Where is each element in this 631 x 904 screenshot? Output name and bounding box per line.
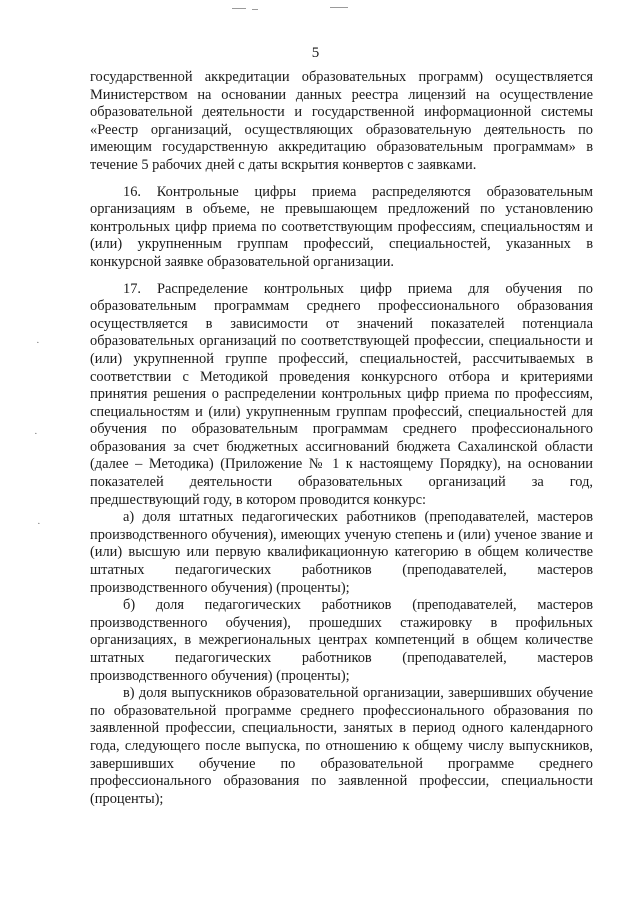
page-number: 5 bbox=[311, 45, 320, 61]
document-body bbox=[90, 69, 593, 808]
scan-artifact bbox=[330, 7, 348, 8]
margin-mark: · bbox=[34, 428, 38, 440]
margin-mark: · bbox=[37, 518, 41, 530]
scan-artifact bbox=[252, 9, 258, 10]
paragraph-17: 17. Распределение контрольных цифр приема для обучения по образовательным программам среднего профессионального образования осуществляется в зависимости от значений показателей потенциала образовательных организаций по соответствующей профессии, специальности и (или) укрупненной группе профессий, специальностей, рассчитываемых в соответствии с Методикой проведения конкурсного отбора и критериями принятия решения о распределении контрольных цифр приема по профессиям, специальностям и (или) укрупненным группам профессий, специальностей для обучения по образовательным программам среднего профессионального образования за счет бюджетных ассигнований бюджета Сахалинской области (далее – Методика) (Приложение № 1 к настоящему Порядку), на основании показателей деятельности образовательных организаций за год, предшествующий году, в котором проводится конкурс: bbox=[90, 280, 593, 508]
scan-artifact bbox=[232, 8, 246, 9]
list-item-v: в) доля выпускников образовательной организации, завершивших обучение по образовательной программе среднего профессионального образования по заявленной профессии, специальности, занятых в период одного календарного года, следующего после выпуска, по отношению к общему числу выпускников, завершивших обучение по образовательной программе среднего профессионального образования по заявленной профессии, специальности (проценты); bbox=[90, 685, 593, 807]
paragraph-16: 16. Контрольные цифры приема распределяются образовательным организациям в объеме, не превышающем предложений по установлению контрольных цифр приема по соответствующим профессиям, специальностям и (или) укрупненным группам профессий, специальностей, указанных в конкурсной заявке образовательной организации. bbox=[90, 183, 593, 270]
list-item-b: б) доля педагогических работников (преподавателей, мастеров производственного обучения), прошедших стажировку в профильных организациях, в межрегиональных центрах компетенций в общем количестве штатных педагогических работников (преподавателей, мастеров производственного обучения) (проценты); bbox=[90, 597, 593, 684]
margin-mark: · bbox=[36, 337, 40, 349]
paragraph-continuation: государственной аккредитации образовательных программ) осуществляется Министерством на основании данных реестра лицензий на осуществление образовательной деятельности и государственной информационной системы «Реестр организаций, осуществляющих образовательную деятельность по имеющим государственную аккредитацию образовательным программам» в течение 5 рабочих дней с даты вскрытия конвертов с заявками. bbox=[90, 69, 593, 173]
list-item-a: а) доля штатных педагогических работников (преподавателей, мастеров производственного обучения), имеющих ученую степень и (или) ученое звание и (или) высшую или первую квалификационную категорию в общем количестве штатных педагогических работников (преподавателей, мастеров производственного обучения) (проценты); bbox=[90, 509, 593, 596]
